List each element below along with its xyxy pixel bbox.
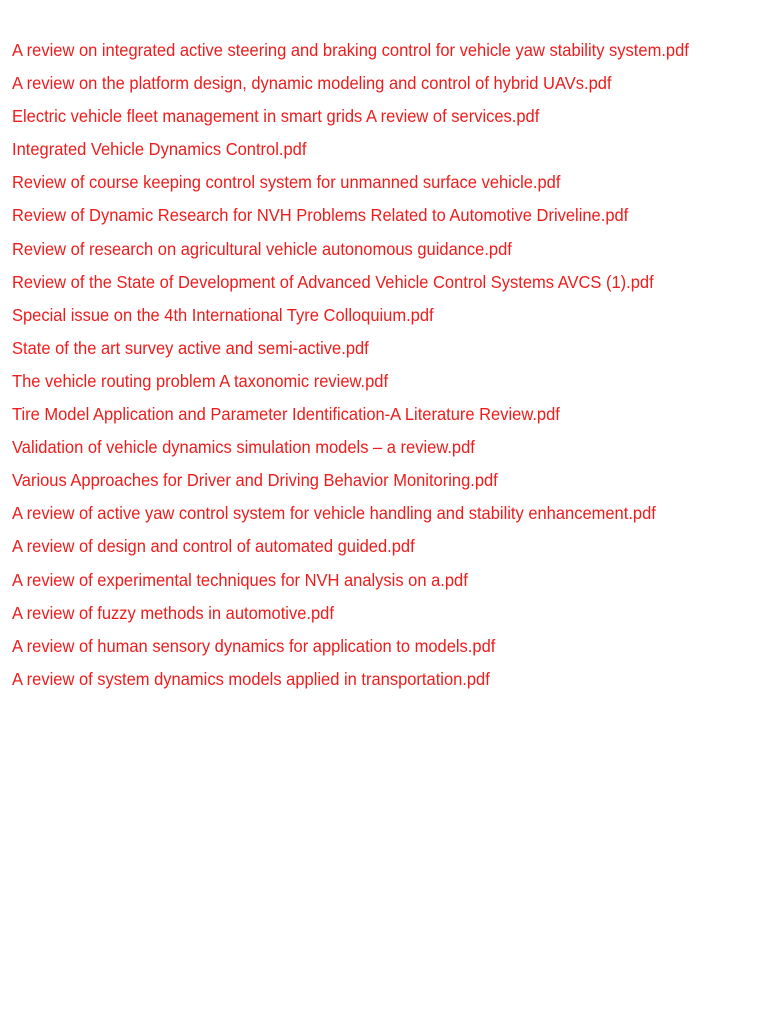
file-link[interactable]: State of the art survey active and semi-active.pdf (12, 337, 369, 358)
file-list-item (12, 166, 717, 199)
file-link-list (12, 34, 717, 696)
file-list-item (12, 67, 717, 100)
file-link[interactable]: Electric vehicle fleet management in smart grids A review of services.pdf (12, 106, 540, 127)
file-list-item (12, 663, 717, 696)
file-list-item (12, 332, 717, 365)
file-list-item (12, 233, 717, 266)
file-list-item (12, 133, 717, 166)
file-link[interactable]: A review on the platform design, dynamic modeling and control of hybrid UAVs.pdf (12, 73, 612, 94)
file-link[interactable]: Various Approaches for Driver and Driving Behavior Monitoring.pdf (12, 470, 498, 491)
file-list-item (12, 464, 717, 497)
file-link[interactable]: A review of experimental techniques for NVH analysis on a.pdf (12, 569, 468, 590)
file-link[interactable]: Special issue on the 4th International Tyre Colloquium.pdf (12, 304, 434, 325)
file-list-item (12, 564, 717, 597)
file-link[interactable]: Review of Dynamic Research for NVH Problems Related to Automotive Driveline.pdf (12, 205, 629, 226)
file-link[interactable]: A review of system dynamics models applied in transportation.pdf (12, 668, 490, 689)
file-link[interactable]: A review of active yaw control system for vehicle handling and stability enhancement.pdf (12, 503, 656, 524)
file-list-item (12, 100, 717, 133)
file-list-item (12, 431, 717, 464)
file-link[interactable]: Review of course keeping control system for unmanned surface vehicle.pdf (12, 172, 561, 193)
file-link[interactable]: A review on integrated active steering and braking control for vehicle yaw stability system.pdf (12, 40, 689, 60)
file-list-item (12, 497, 717, 530)
file-link[interactable]: Integrated Vehicle Dynamics Control.pdf (12, 139, 307, 160)
file-list-item (12, 299, 717, 332)
file-list-item (12, 34, 717, 67)
file-link[interactable]: Review of the State of Development of Advanced Vehicle Control Systems AVCS (1).pdf (12, 271, 654, 292)
file-link[interactable]: Tire Model Application and Parameter Identification-A Literature Review.pdf (12, 404, 560, 425)
file-list-item (12, 199, 717, 232)
file-list-item (12, 398, 717, 431)
file-list-item (12, 630, 717, 663)
file-list-item (12, 266, 717, 299)
file-link[interactable]: Review of research on agricultural vehicle autonomous guidance.pdf (12, 238, 512, 259)
file-list-item (12, 597, 717, 630)
file-list-item (12, 530, 717, 563)
file-link[interactable]: Validation of vehicle dynamics simulation models – a review.pdf (12, 437, 475, 458)
file-link[interactable]: A review of design and control of automated guided.pdf (12, 536, 415, 557)
file-list-item (12, 365, 717, 398)
file-link[interactable]: A review of fuzzy methods in automotive.pdf (12, 602, 334, 623)
file-link[interactable]: The vehicle routing problem A taxonomic review.pdf (12, 370, 389, 391)
file-link[interactable]: A review of human sensory dynamics for application to models.pdf (12, 635, 496, 656)
